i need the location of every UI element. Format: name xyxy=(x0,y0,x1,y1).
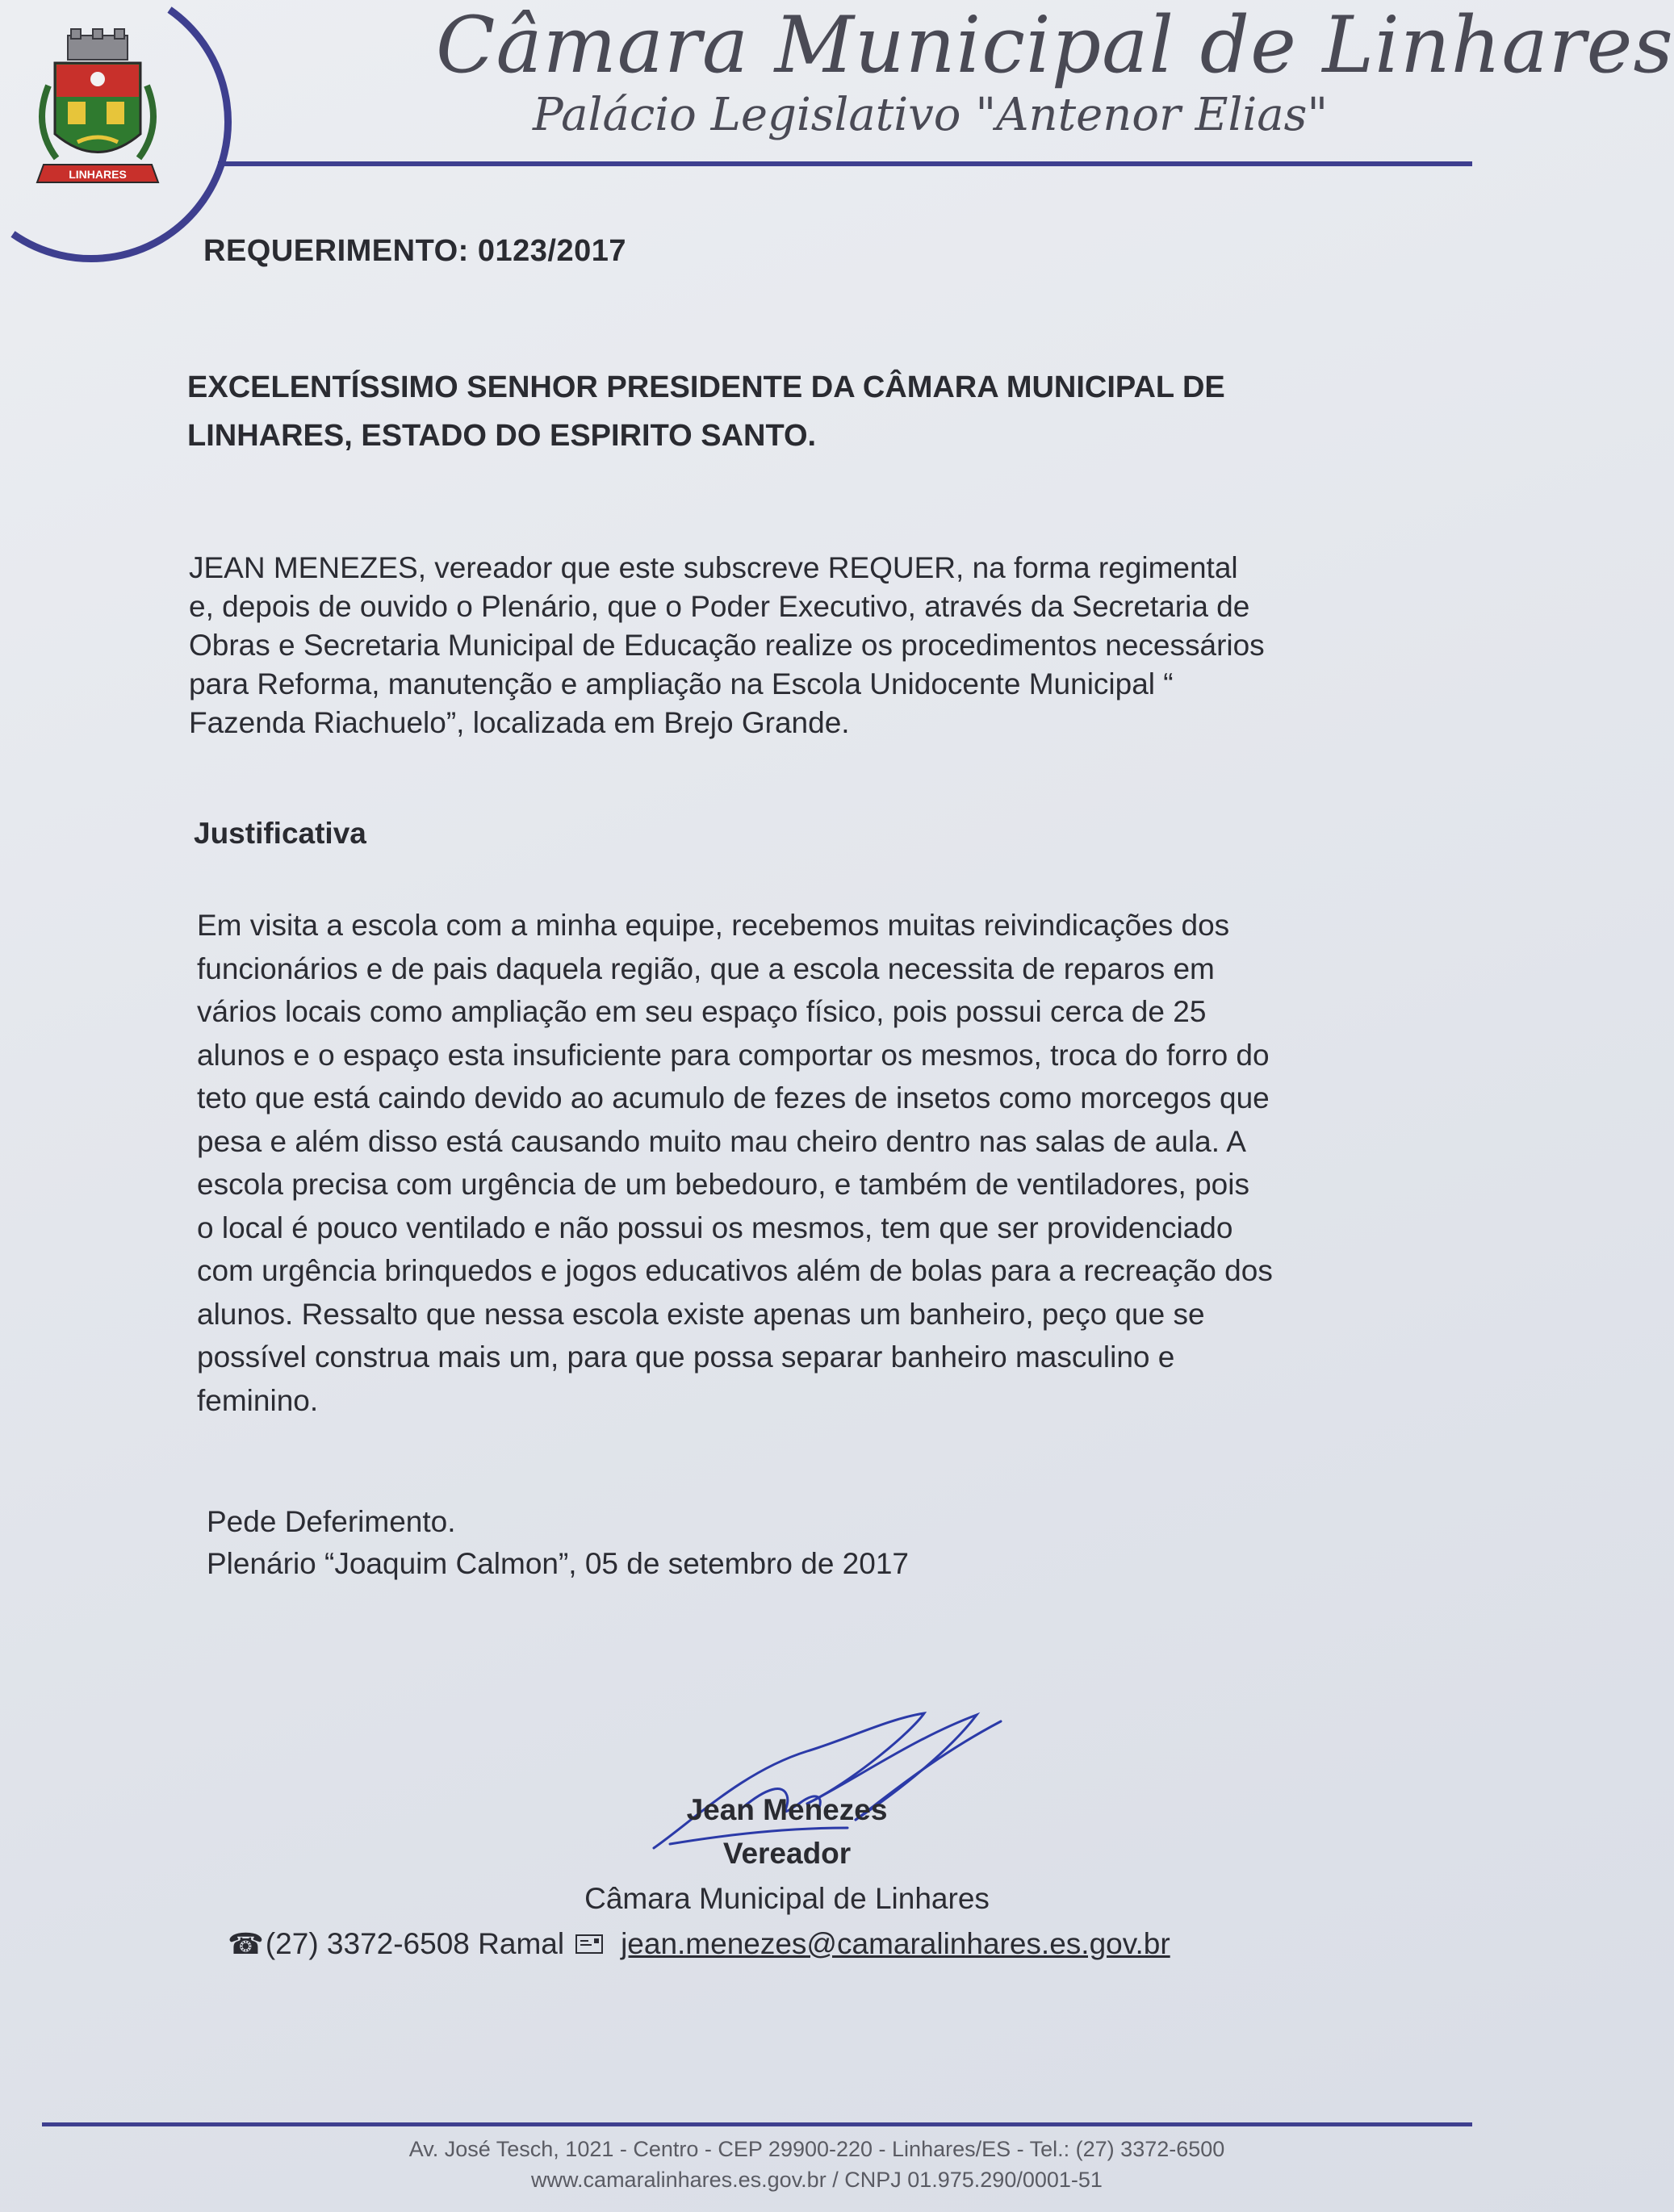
justification-line: alunos e o espaço esta insuficiente para comportar os mesmos, troca do forro do xyxy=(197,1038,1270,1072)
justification-paragraph xyxy=(197,904,1408,1422)
justification-line: possível construa mais um, para que possa separar banheiro masculino e xyxy=(197,1340,1175,1374)
request-line: Fazenda Riachuelo”, localizada em Brejo Grande. xyxy=(189,706,850,739)
footer-divider xyxy=(42,2122,1472,2126)
footer-address: Av. José Tesch, 1021 - Centro - CEP 29900-220 - Linhares/ES - Tel.: (27) 3372-6500 xyxy=(408,2137,1225,2161)
phone-number: (27) 3372-6508 Ramal xyxy=(265,1927,565,1960)
closing-request: Pede Deferimento. xyxy=(207,1505,456,1538)
contact-line xyxy=(228,1927,1170,1961)
email-link[interactable]: jean.menezes@camaralinhares.es.gov.br xyxy=(621,1927,1170,1960)
envelope-icon xyxy=(575,1934,603,1954)
signatory-role: Vereador xyxy=(722,1837,852,1870)
justification-line: escola precisa com urgência de um bebedouro, e também de ventiladores, pois xyxy=(197,1168,1249,1201)
justification-line: Em visita a escola com a minha equipe, recebemos muitas reivindicações dos xyxy=(197,909,1230,942)
request-paragraph xyxy=(189,549,1400,742)
justification-line: com urgência brinquedos e jogos educativos além de bolas para a recreação dos xyxy=(197,1254,1273,1287)
request-line: Obras e Secretaria Municipal de Educação realize os procedimentos necessários xyxy=(189,629,1265,662)
closing-block xyxy=(207,1501,909,1585)
header-subtitle: Palácio Legislativo "Antenor Elias" xyxy=(533,89,1329,141)
justification-heading: Justificativa xyxy=(194,817,366,850)
request-line: para Reforma, manutenção e ampliação na Escola Unidocente Municipal “ xyxy=(189,667,1174,700)
justification-line: vários locais como ampliação em seu espaço físico, pois possui cerca de 25 xyxy=(197,995,1207,1028)
signatory-name: Jean Menezes xyxy=(686,1793,888,1826)
municipal-crest-logo xyxy=(29,29,166,199)
justification-line: funcionários e de pais daquela região, que a escola necessita de reparos em xyxy=(197,951,1215,985)
addressee-line: EXCELENTÍSSIMO SENHOR PRESIDENTE DA CÂMARA MUNICIPAL DE xyxy=(187,370,1225,404)
requerimento-number: REQUERIMENTO: 0123/2017 xyxy=(203,234,626,268)
justification-line: pesa e além disso está causando muito mau cheiro dentro nas salas de aula. A xyxy=(197,1124,1246,1158)
crest-banner-text: LINHARES xyxy=(69,168,127,181)
signatory-organization: Câmara Municipal de Linhares xyxy=(584,1882,990,1915)
justification-line: teto que está caindo devido ao acumulo de fezes de insetos como morcegos que xyxy=(197,1081,1270,1114)
justification-line: alunos. Ressalto que nessa escola existe apenas um banheiro, peço que se xyxy=(197,1297,1205,1331)
header-divider xyxy=(218,161,1472,166)
closing-place-date: Plenário “Joaquim Calmon”, 05 de setembro de 2017 xyxy=(207,1547,909,1580)
addressee-line: LINHARES, ESTADO DO ESPIRITO SANTO. xyxy=(187,419,817,453)
request-line: e, depois de ouvido o Plenário, que o Poder Executivo, através da Secretaria de xyxy=(189,590,1250,623)
request-line: JEAN MENEZES, vereador que este subscreve REQUER, na forma regimental xyxy=(189,551,1238,584)
footer-website: www.camaralinhares.es.gov.br / CNPJ 01.975.290/0001-51 xyxy=(531,2168,1103,2192)
justification-line: feminino. xyxy=(197,1383,319,1417)
justification-line: o local é pouco ventilado e não possui os mesmos, tem que ser providenciado xyxy=(197,1211,1233,1244)
header-title: Câmara Municipal de Linhares xyxy=(436,0,1674,90)
phone-icon: ☎ xyxy=(228,1927,264,1960)
addressee-block xyxy=(187,363,1382,460)
